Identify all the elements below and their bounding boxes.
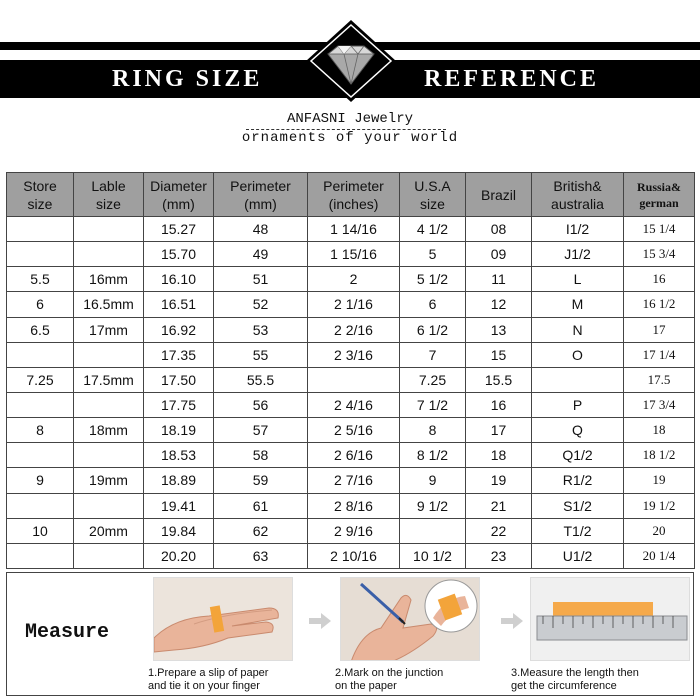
measure-label: Measure — [25, 621, 110, 644]
table-cell — [7, 543, 74, 568]
table-cell — [74, 242, 144, 267]
table-cell: 16.10 — [144, 267, 214, 292]
table-cell: 15.70 — [144, 242, 214, 267]
table-cell: 10 1/2 — [400, 543, 466, 568]
table-cell: 17.5mm — [74, 367, 144, 392]
table-cell — [308, 367, 400, 392]
table-cell: N — [532, 317, 624, 342]
column-header: U.S.A size — [400, 173, 466, 217]
table-cell: O — [532, 342, 624, 367]
table-cell: 61 — [214, 493, 308, 518]
table-row — [7, 418, 695, 443]
table-cell: 2 4/16 — [308, 392, 400, 417]
table-cell: 5.5 — [7, 267, 74, 292]
table-cell: 2 9/16 — [308, 518, 400, 543]
step-2-image — [340, 577, 480, 661]
table-cell — [7, 493, 74, 518]
size-table-wrap — [6, 172, 694, 569]
table-cell: 8 1/2 — [400, 443, 466, 468]
table-body — [7, 217, 695, 569]
table-cell — [74, 493, 144, 518]
table-cell: 9 — [7, 468, 74, 493]
table-row — [7, 518, 695, 543]
arrow-right-icon — [309, 613, 331, 629]
table-cell: 63 — [214, 543, 308, 568]
table-row — [7, 242, 695, 267]
table-header-row — [7, 173, 695, 217]
table-cell: 53 — [214, 317, 308, 342]
table-cell: P — [532, 392, 624, 417]
table-cell: 19.41 — [144, 493, 214, 518]
table-cell: 5 1/2 — [400, 267, 466, 292]
table-cell: 18.19 — [144, 418, 214, 443]
title-reference: REFERENCE — [424, 66, 600, 92]
table-cell: 57 — [214, 418, 308, 443]
table-cell: 2 6/16 — [308, 443, 400, 468]
table-cell: 16 1/2 — [624, 292, 695, 317]
table-cell: 2 — [308, 267, 400, 292]
step-3-image — [530, 577, 690, 661]
table-cell: 17mm — [74, 317, 144, 342]
table-cell: 7 1/2 — [400, 392, 466, 417]
table-cell: 08 — [466, 217, 532, 242]
table-cell: 17 — [466, 418, 532, 443]
table-cell: 2 10/16 — [308, 543, 400, 568]
table-row — [7, 468, 695, 493]
table-cell: 18 — [624, 418, 695, 443]
table-cell: 10 — [7, 518, 74, 543]
table-cell: 19 — [624, 468, 695, 493]
table-cell: 2 5/16 — [308, 418, 400, 443]
table-cell — [7, 392, 74, 417]
column-header: Russia& german — [624, 173, 695, 217]
table-cell: 11 — [466, 267, 532, 292]
table-row — [7, 217, 695, 242]
step-3-caption: 3.Measure the length then get the circumference — [511, 667, 639, 692]
table-row — [7, 543, 695, 568]
arrow-right-icon — [501, 613, 523, 629]
table-cell — [74, 543, 144, 568]
table-cell — [74, 392, 144, 417]
table-cell: 15 3/4 — [624, 242, 695, 267]
table-cell: 13 — [466, 317, 532, 342]
table-cell — [74, 342, 144, 367]
table-cell: 18 1/2 — [624, 443, 695, 468]
table-cell: L — [532, 267, 624, 292]
table-cell: 8 — [400, 418, 466, 443]
table-cell: 48 — [214, 217, 308, 242]
step-2-caption: 2.Mark on the junction on the paper — [335, 667, 444, 692]
table-cell: 20mm — [74, 518, 144, 543]
column-header: Perimeter (inches) — [308, 173, 400, 217]
table-cell: 6.5 — [7, 317, 74, 342]
table-cell: 15 — [466, 342, 532, 367]
table-cell: 9 1/2 — [400, 493, 466, 518]
table-cell: 18 — [466, 443, 532, 468]
table-cell: 16.92 — [144, 317, 214, 342]
table-row — [7, 367, 695, 392]
table-cell: 2 8/16 — [308, 493, 400, 518]
table-cell: 21 — [466, 493, 532, 518]
table-cell: 1 14/16 — [308, 217, 400, 242]
table-cell: 2 3/16 — [308, 342, 400, 367]
table-cell: 19.84 — [144, 518, 214, 543]
column-header: Lable size — [74, 173, 144, 217]
table-cell — [7, 342, 74, 367]
table-cell: 16 — [624, 267, 695, 292]
table-cell: 16.5mm — [74, 292, 144, 317]
brand-name: ANFASNI Jewelry — [286, 111, 414, 127]
table-row — [7, 267, 695, 292]
table-cell: 6 — [7, 292, 74, 317]
table-cell: 51 — [214, 267, 308, 292]
table-cell — [532, 367, 624, 392]
table-cell — [74, 217, 144, 242]
table-cell — [74, 443, 144, 468]
table-row — [7, 392, 695, 417]
table-cell — [7, 242, 74, 267]
table-cell: 20.20 — [144, 543, 214, 568]
table-cell: 2 7/16 — [308, 468, 400, 493]
table-cell: 18mm — [74, 418, 144, 443]
table-cell — [7, 217, 74, 242]
table-cell: 19 — [466, 468, 532, 493]
column-header: Diameter (mm) — [144, 173, 214, 217]
table-cell — [7, 443, 74, 468]
table-cell: M — [532, 292, 624, 317]
table-cell: 19 1/2 — [624, 493, 695, 518]
column-header: British& australia — [532, 173, 624, 217]
table-cell: 17 3/4 — [624, 392, 695, 417]
table-cell: 20 1/4 — [624, 543, 695, 568]
table-cell: S1/2 — [532, 493, 624, 518]
table-cell: 9 — [400, 468, 466, 493]
table-cell: 17.50 — [144, 367, 214, 392]
table-cell: 7 — [400, 342, 466, 367]
table-cell — [400, 518, 466, 543]
table-cell: 15.5 — [466, 367, 532, 392]
table-cell: 18.89 — [144, 468, 214, 493]
table-row — [7, 493, 695, 518]
column-header: Perimeter (mm) — [214, 173, 308, 217]
table-cell: 62 — [214, 518, 308, 543]
table-cell: 49 — [214, 242, 308, 267]
table-cell: 23 — [466, 543, 532, 568]
table-cell: U1/2 — [532, 543, 624, 568]
header — [0, 0, 700, 160]
table-cell: 55.5 — [214, 367, 308, 392]
table-cell: 19mm — [74, 468, 144, 493]
table-row — [7, 292, 695, 317]
table-cell: 2 2/16 — [308, 317, 400, 342]
column-header: Store size — [7, 173, 74, 217]
table-cell: I1/2 — [532, 217, 624, 242]
table-cell: 22 — [466, 518, 532, 543]
table-cell: 58 — [214, 443, 308, 468]
table-cell: 15.27 — [144, 217, 214, 242]
table-cell: 7.25 — [7, 367, 74, 392]
table-cell: 09 — [466, 242, 532, 267]
table-row — [7, 443, 695, 468]
title-ring-size: RING SIZE — [112, 66, 263, 92]
table-cell: 1 15/16 — [308, 242, 400, 267]
table-cell: 6 1/2 — [400, 317, 466, 342]
table-cell: 12 — [466, 292, 532, 317]
table-cell: 55 — [214, 342, 308, 367]
table-cell: 17 1/4 — [624, 342, 695, 367]
step-1-caption: 1.Prepare a slip of paper and tie it on your finger — [148, 667, 269, 692]
table-cell: T1/2 — [532, 518, 624, 543]
table-cell: 7.25 — [400, 367, 466, 392]
table-cell: 16 — [466, 392, 532, 417]
table-cell: 18.53 — [144, 443, 214, 468]
table-cell: 56 — [214, 392, 308, 417]
table-cell: 16.51 — [144, 292, 214, 317]
table-cell: 59 — [214, 468, 308, 493]
tagline: ornaments of your world — [241, 130, 459, 146]
table-cell: 5 — [400, 242, 466, 267]
table-cell: Q — [532, 418, 624, 443]
table-cell: 16mm — [74, 267, 144, 292]
table-cell: 20 — [624, 518, 695, 543]
table-cell: 4 1/2 — [400, 217, 466, 242]
table-cell: 17.35 — [144, 342, 214, 367]
table-cell: Q1/2 — [532, 443, 624, 468]
table-cell: 17.5 — [624, 367, 695, 392]
table-cell: 17.75 — [144, 392, 214, 417]
column-header: Brazil — [466, 173, 532, 217]
table-row — [7, 342, 695, 367]
table-cell: 2 1/16 — [308, 292, 400, 317]
table-cell: 17 — [624, 317, 695, 342]
diamond-icon — [306, 20, 396, 102]
table-cell: 52 — [214, 292, 308, 317]
ring-size-table — [6, 172, 695, 569]
table-cell: 8 — [7, 418, 74, 443]
table-cell: 15 1/4 — [624, 217, 695, 242]
table-cell: J1/2 — [532, 242, 624, 267]
table-cell: R1/2 — [532, 468, 624, 493]
measure-section — [6, 572, 694, 696]
table-row — [7, 317, 695, 342]
step-1-image — [153, 577, 293, 661]
table-cell: 6 — [400, 292, 466, 317]
